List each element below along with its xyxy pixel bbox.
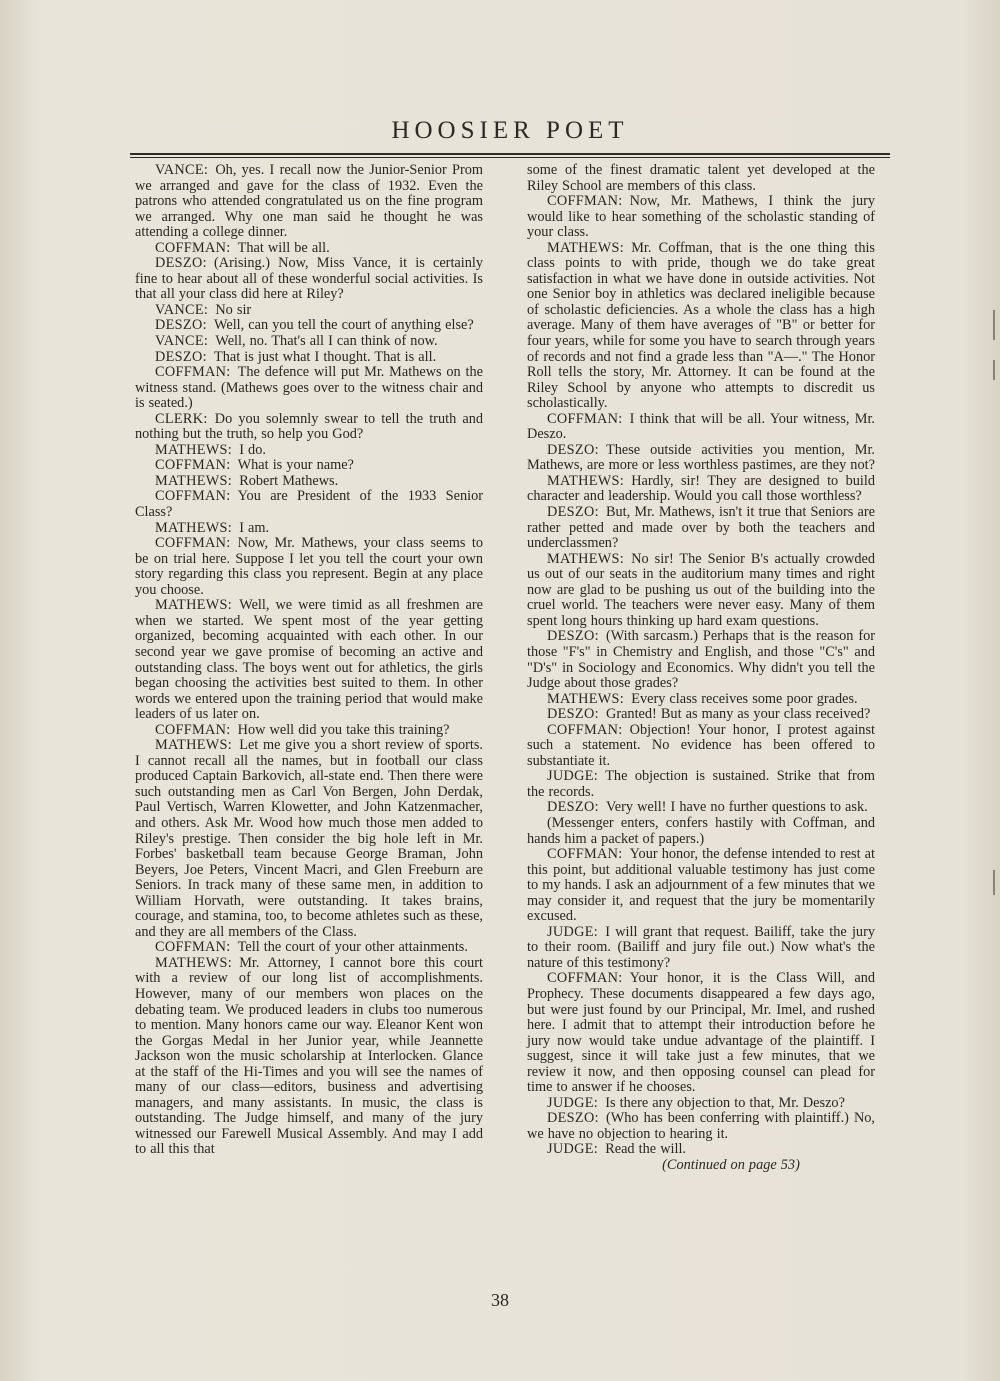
speaker-label: JUDGE: xyxy=(547,923,599,940)
dialogue-text: Let me give you a short review of sports. I cannot recall all the names, but in football our class produced Captain Barkovich, all-state end. Then there were such outstanding men as Carl Von Bergen, John Derdak, Paul Vertisch, Warren Klowetter, and John Katzenmacher, and others. Ask Mr. Wood how much those men added to Riley's prestige. Then consider the big hole left in Mr. Forbes' basketball team because George Braman, John Beyers, Joe Peters, Vincent Macri, and Glen Freeburn are Seniors. In track many of these same men, in addition to William Horvath, were outstanding. It takes brains, courage, and stamina, too, to become athletes such as these, and they are all members of the Class. xyxy=(135,737,483,940)
dialogue-text: You are President of the 1933 Senior Class? xyxy=(135,488,483,521)
dialogue-text: Well, no. That's all I can think of now. xyxy=(215,333,438,350)
dialogue-paragraph xyxy=(135,350,483,366)
dialogue-text: I do. xyxy=(239,441,266,458)
speaker-label: VANCE: xyxy=(155,301,209,318)
header-rule-thin xyxy=(130,157,890,158)
dialogue-text: The defence will put Mr. Mathews on the witness stand. (Mathews goes over to the witness chair and is seated.) xyxy=(135,364,483,412)
dialogue-text: But, Mr. Mathews, isn't it true that Seniors are rather petted and made over by both the teachers and underclassmen? xyxy=(527,504,875,552)
dialogue-text: (With sarcasm.) Perhaps that is the reason for those "F's" in Chemistry and English, and those "C's" and "D's" in Sociology and Economics. Why didn't you tell the Judge about those grades? xyxy=(527,628,875,692)
dialogue-text: No sir! The Senior B's actually crowded us out of our seats in the auditorium many times and right now are glad to be pushing us out of the building into the cruel world. The teachers were never easy. Many of them spent long hours thinking up hard exam questions. xyxy=(527,550,875,629)
speaker-label: COFFMAN: xyxy=(155,939,231,956)
dialogue-text: Well, we were timid as all freshmen are when we started. We spent most of the year getting organized, becoming acquainted with each other. In our second year we gave promise of becoming an active and outstanding class. The boys went out for athletics, the girls began choosing the activities best suited to them. In other words we entered upon the training period that would make leaders of us later on. xyxy=(135,597,483,723)
speaker-label: MATHEWS: xyxy=(155,472,233,489)
speaker-label: DESZO: xyxy=(547,799,599,816)
dialogue-paragraph xyxy=(527,552,875,630)
speaker-label: DESZO: xyxy=(547,706,599,723)
dialogue-paragraph xyxy=(135,474,483,490)
dialogue-paragraph xyxy=(135,598,483,722)
dialogue-text: (Messenger enters, confers hastily with Coffman, and hands him a packet of papers.) xyxy=(527,814,875,847)
speaker-label: DESZO: xyxy=(547,504,599,521)
dialogue-text: Robert Mathews. xyxy=(239,472,339,489)
dialogue-text: Well, can you tell the court of anything else? xyxy=(214,317,474,334)
dialogue-paragraph xyxy=(527,847,875,925)
speaker-label: MATHEWS: xyxy=(155,737,233,754)
speaker-label: COFFMAN: xyxy=(155,364,231,381)
dialogue-paragraph xyxy=(527,692,875,708)
dialogue-text: Very well! I have no further questions to ask. xyxy=(606,799,868,816)
speaker-label: COFFMAN: xyxy=(155,239,231,256)
speaker-label: MATHEWS: xyxy=(155,954,233,971)
speaker-label: VANCE: xyxy=(155,333,209,350)
right-column xyxy=(527,163,875,1174)
speaker-label: COFFMAN: xyxy=(547,193,623,210)
dialogue-paragraph xyxy=(527,1111,875,1142)
speaker-label: DESZO: xyxy=(155,255,207,272)
dialogue-paragraph xyxy=(135,365,483,412)
dialogue-text: Hardly, sir! They are designed to build character and leadership. Would you call those worthless? xyxy=(527,472,875,505)
dialogue-paragraph xyxy=(527,1096,875,1112)
dialogue-text: That will be all. xyxy=(237,239,330,256)
speaker-label: MATHEWS: xyxy=(155,519,233,536)
dialogue-paragraph xyxy=(527,723,875,770)
dialogue-text: That is just what I thought. That is all. xyxy=(214,348,437,365)
speaker-label: COFFMAN: xyxy=(155,457,231,474)
dialogue-paragraph xyxy=(135,318,483,334)
dialogue-text: Your honor, the defense intended to rest at this point, but additional valuable testimony has just come to my hands. I ask an adjournment of a few minutes that we may consider it, and request that the jury be momentarily excused. xyxy=(527,846,875,925)
dialogue-paragraph xyxy=(135,723,483,739)
speaker-label: COFFMAN: xyxy=(155,488,231,505)
speaker-label: VANCE: xyxy=(155,162,209,178)
dialogue-paragraph xyxy=(527,1142,875,1158)
speaker-label: JUDGE: xyxy=(547,1141,599,1158)
speaker-label: CLERK: xyxy=(155,410,208,427)
dialogue-text: Oh, yes. I recall now the Junior-Senior Prom we arranged and gave for the class of 1932. Even the patrons who attended congratulated us on the fine program we arranged. Why one man said he thought he was attending a college dinner. xyxy=(135,162,483,241)
speaker-label: COFFMAN: xyxy=(155,535,231,552)
dialogue-paragraph xyxy=(135,956,483,1158)
speaker-label: DESZO: xyxy=(547,441,599,458)
dialogue-text: Read the will. xyxy=(605,1141,687,1158)
speaker-label: COFFMAN: xyxy=(547,970,623,987)
dialogue-text: (Arising.) Now, Miss Vance, it is certainly fine to hear about all of these wonderful social activities. Is that all your class did here at Riley? xyxy=(135,255,483,303)
dialogue-text: What is your name? xyxy=(237,457,354,474)
dialogue-paragraph xyxy=(135,256,483,303)
speaker-label: MATHEWS: xyxy=(547,472,625,489)
dialogue-paragraph xyxy=(527,241,875,412)
dialogue-text: The objection is sustained. Strike that from the records. xyxy=(527,768,875,800)
speaker-label: MATHEWS: xyxy=(547,550,625,567)
dialogue-paragraph xyxy=(135,443,483,459)
dialogue-paragraph xyxy=(135,489,483,520)
dialogue-text: Your honor, it is the Class Will, and Prophecy. These documents disappeared a few days ago, but were just found by our Principal, Mr. Imel, and rushed here. I admit that to attempt their introduction before he jury now would take undue advantage of the plaintiff. I suggest, since it will take just a few minutes, that we review it now, and then opposing counsel can plead for time to answer if he chooses. xyxy=(527,970,875,1096)
speaker-label: COFFMAN: xyxy=(547,846,623,863)
continuation-paragraph: some of the finest dramatic talent yet developed at the Riley School are members of this class. xyxy=(527,162,875,194)
speaker-label: DESZO: xyxy=(155,317,207,334)
dialogue-paragraph xyxy=(135,940,483,956)
speaker-label: MATHEWS: xyxy=(155,597,233,614)
dialogue-paragraph xyxy=(135,241,483,257)
dialogue-text: I am. xyxy=(239,519,270,536)
dialogue-text: Is there any objection to that, Mr. Deszo? xyxy=(605,1094,845,1111)
binding-mark xyxy=(993,870,995,895)
speaker-label: MATHEWS: xyxy=(547,239,625,256)
dialogue-paragraph xyxy=(527,412,875,443)
dialogue-text: Objection! Your honor, I protest against such a statement. No evidence has been offered to substantiate it. xyxy=(527,721,875,769)
dialogue-paragraph xyxy=(135,163,483,241)
speaker-label: MATHEWS: xyxy=(155,441,233,458)
speaker-label: DESZO: xyxy=(547,1110,599,1127)
dialogue-text: No sir xyxy=(215,301,252,318)
dialogue-paragraph xyxy=(135,738,483,940)
dialogue-text: I think that will be all. Your witness, Mr. Deszo. xyxy=(527,410,875,443)
dialogue-paragraph xyxy=(135,521,483,537)
dialogue-paragraph xyxy=(527,443,875,474)
dialogue-paragraph xyxy=(527,629,875,691)
binding-mark xyxy=(993,310,995,340)
dialogue-paragraph xyxy=(527,769,875,800)
dialogue-paragraph xyxy=(527,707,875,723)
dialogue-paragraph xyxy=(527,800,875,816)
dialogue-text: Do you solemnly swear to tell the truth and nothing but the truth, so help you God? xyxy=(135,410,483,443)
speaker-label: MATHEWS: xyxy=(547,690,625,707)
dialogue-paragraph xyxy=(527,194,875,241)
dialogue-text: Every class receives some poor grades. xyxy=(631,690,858,707)
dialogue-paragraph xyxy=(135,458,483,474)
dialogue-text: Granted! But as many as your class received? xyxy=(606,706,871,723)
page-header xyxy=(130,117,890,145)
speaker-label: COFFMAN: xyxy=(155,721,231,738)
speaker-label: JUDGE: xyxy=(547,768,599,785)
dialogue-text: I will grant that request. Bailiff, take the jury to their room. (Bailiff and jury file out.) Now what's the nature of this testimony? xyxy=(527,923,875,971)
dialogue-text: Now, Mr. Mathews, I think the jury would like to hear something of the scholastic standing of your class. xyxy=(527,193,875,241)
speaker-label: COFFMAN: xyxy=(547,410,623,427)
dialogue-text: Now, Mr. Mathews, your class seems to be on trial here. Suppose I let you tell the court your own story regarding this class you represent. Begin at any place you choose. xyxy=(135,535,483,598)
dialogue-paragraph xyxy=(527,505,875,552)
header-rule-thick xyxy=(130,153,890,155)
speaker-label: DESZO: xyxy=(155,348,207,365)
continued-note: (Continued on page 53) xyxy=(662,1157,800,1173)
dialogue-paragraph xyxy=(527,816,875,847)
dialogue-text: How well did you take this training? xyxy=(237,721,450,738)
dialogue-paragraph xyxy=(527,971,875,1095)
binding-mark xyxy=(993,360,995,380)
speaker-label: COFFMAN: xyxy=(547,721,623,738)
page-number: 38 xyxy=(491,1290,509,1310)
dialogue-text: Mr. Coffman, that is the one thing this class points to with pride, though we do take great satisfaction in what we have done in outside activities. Not one Senior boy in athletics was declared ineligible because of scholastic deficiencies. As a whole the class has a high average. Many of them have averages of "B" or better for four years, while for some you have to search through years of records and not find a grade less than "A—." The Honor Roll tells the story, Mr. Attorney. It can be found at the Riley School by anyone who attempts to discredit us scholastically. xyxy=(527,239,875,412)
dialogue-paragraph xyxy=(135,412,483,443)
dialogue-paragraph xyxy=(527,474,875,505)
dialogue-paragraph xyxy=(135,334,483,350)
page-title: HOOSIER POET xyxy=(391,117,629,144)
dialogue-paragraph xyxy=(527,925,875,972)
speaker-label: JUDGE: xyxy=(547,1094,599,1111)
left-column xyxy=(135,163,483,1158)
dialogue-paragraph xyxy=(135,536,483,598)
dialogue-text: These outside activities you mention, Mr. Mathews, are more or less worthless pastimes, are they not? xyxy=(527,441,875,474)
dialogue-paragraph xyxy=(135,303,483,319)
dialogue-text: Mr. Attorney, I cannot bore this court with a review of our long list of accomplishments. However, many of our members won places on the debating team. We produced leaders in clubs too numerous to mention. Many honors came our way. Eleanor Kent won the Gorgas Medal in her Junior year, while Jeannette Jackson won the music scholarship at Interlocken. Glance at the staff of the Hi-Times and you will see the names of many of our class—editors, business and advertising managers, and many assistants. In music, the class is outstanding. The Judge himself, and many of the jury witnessed our Farewell Musical Assembly. And may I add to all this that xyxy=(135,954,483,1158)
speaker-label: DESZO: xyxy=(547,628,599,645)
dialogue-text: (Who has been conferring with plaintiff.) No, we have no objection to hearing it. xyxy=(527,1110,875,1142)
dialogue-text: Tell the court of your other attainments. xyxy=(237,939,468,956)
